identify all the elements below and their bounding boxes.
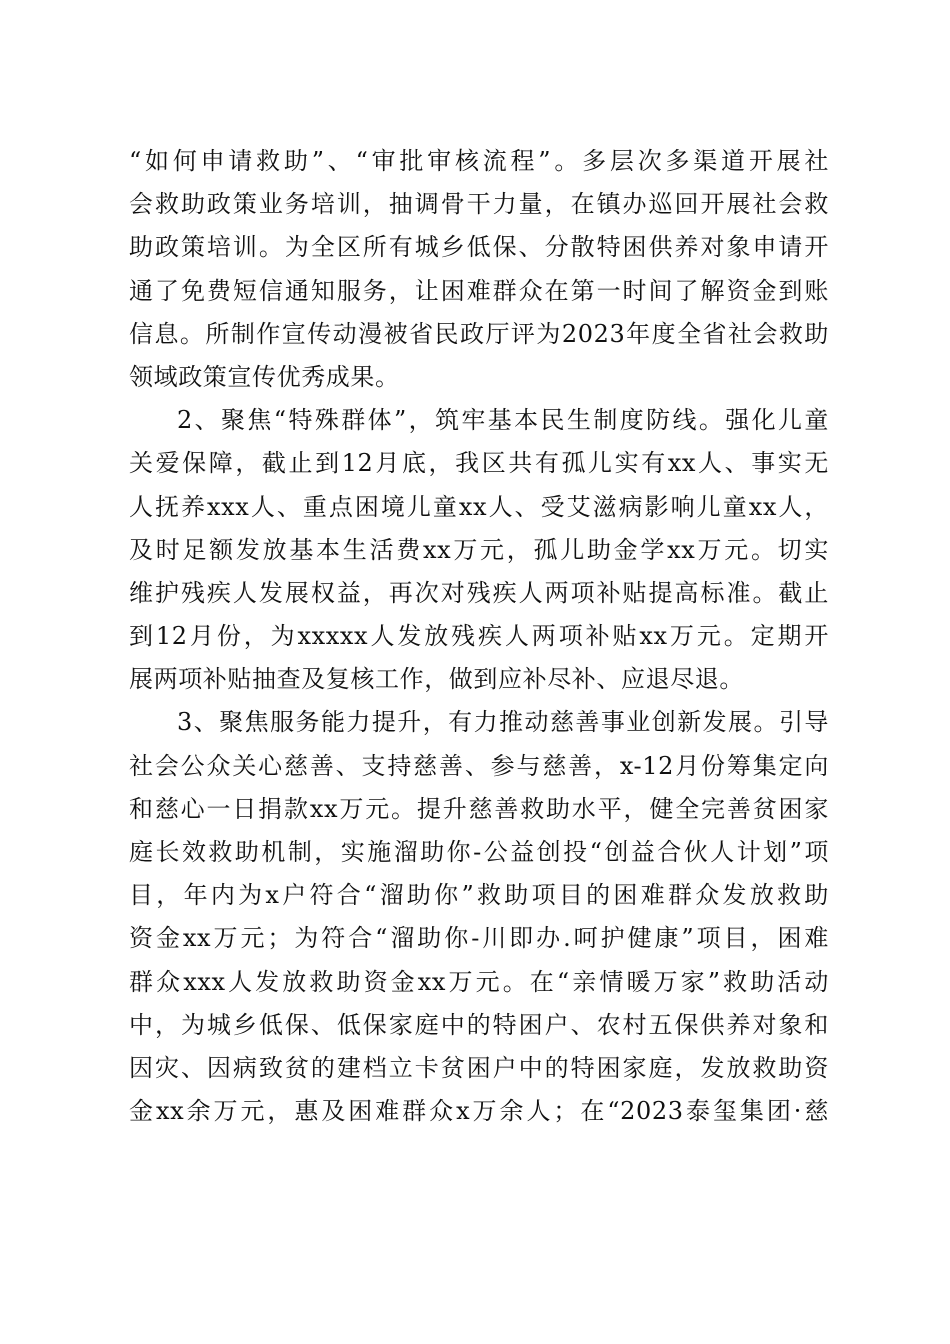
paragraph-line: 到12月份，为xxxxx人发放残疾人两项补贴xx万元。定期开 xyxy=(129,622,829,651)
paragraph-line: 关爱保障，截止到12月底，我区共有孤儿实有xx人、事实无 xyxy=(129,449,829,478)
paragraph-line: 金xx余万元，惠及困难群众x万余人；在“2023泰玺集团·慈 xyxy=(129,1097,829,1126)
paragraph-line: 中，为城乡低保、低保家庭中的特困户、农村五保供养对象和 xyxy=(129,1010,829,1039)
paragraph-line: 信息。所制作宣传动漫被省民政厅评为2023年度全省社会救助 xyxy=(129,319,829,348)
paragraph-line: 及时足额发放基本生活费xx万元，孤儿助金学xx万元。切实 xyxy=(129,535,829,564)
document-body xyxy=(129,140,829,1133)
paragraph-line: 因灾、因病致贫的建档立卡贫困户中的特困家庭，发放救助资 xyxy=(129,1053,829,1082)
paragraph-line: 3、聚焦服务能力提升，有力推动慈善事业创新发展。引导 xyxy=(177,708,829,737)
paragraph-line: 维护残疾人发展权益，再次对残疾人两项补贴提高标准。截止 xyxy=(129,578,829,607)
paragraph-line: 展两项补贴抽查及复核工作，做到应补尽补、应退尽退。 xyxy=(129,665,744,694)
paragraph-line: 通了免费短信通知服务，让困难群众在第一时间了解资金到账 xyxy=(129,276,829,305)
paragraph-line: 资金xx万元；为符合“溜助你-川即办.呵护健康”项目，困难 xyxy=(129,924,829,953)
paragraph-line: 目，年内为x户符合“溜助你”救助项目的困难群众发放救助 xyxy=(129,881,829,910)
paragraph-line: 领域政策宣传优秀成果。 xyxy=(129,362,400,391)
paragraph-line: “如何申请救助”、“审批审核流程”。多层次多渠道开展社 xyxy=(129,147,829,175)
paragraph-line: 庭长效救助机制，实施溜助你-公益创投“创益合伙人计划”项 xyxy=(129,838,829,866)
paragraph-line: 助政策培训。为全区所有城乡低保、分散特困供养对象申请开 xyxy=(129,233,829,262)
paragraph-line: 人抚养xxx人、重点困境儿童xx人、受艾滋病影响儿童xx人， xyxy=(129,492,829,521)
paragraph-line: 和慈心一日捐款xx万元。提升慈善救助水平，健全完善贫困家 xyxy=(129,794,829,823)
paragraph-line: 群众xxx人发放救助资金xx万元。在“亲情暖万家”救助活动 xyxy=(129,967,829,996)
paragraph-line: 会救助政策业务培训，抽调骨干力量，在镇办巡回开展社会救 xyxy=(129,190,829,219)
paragraph-line: 2、聚焦“特殊群体”，筑牢基本民生制度防线。强化儿童 xyxy=(177,406,829,435)
paragraph-line: 社会公众关心慈善、支持慈善、参与慈善，x-12月份筹集定向 xyxy=(129,751,829,780)
